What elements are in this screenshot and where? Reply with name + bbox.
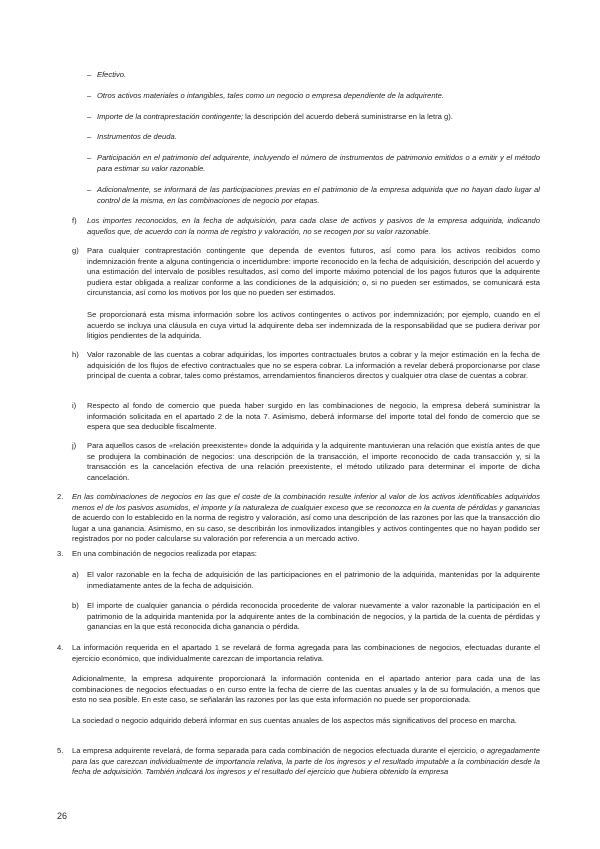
dash-item-contraprestacion-italic: Importe de la contraprestación contingente; bbox=[97, 112, 244, 121]
dash-item-efectivo: Efectivo. bbox=[97, 70, 127, 79]
item-h-marker: h) bbox=[72, 350, 79, 359]
dash-item-contraprestacion-normal: la descripción del acuerdo deberá suministrarse en la letra g). bbox=[243, 112, 453, 121]
dash-marker: – bbox=[87, 132, 92, 141]
page-number: 26 bbox=[57, 811, 68, 821]
item-4-text: La información requerida en el apartado 1 se revelará de forma agregada para las combinaciones de negocios, efectuadas durante el ejercicio económico, que individualmente carezcan de importancia relativa. bbox=[72, 643, 540, 663]
dash-marker: – bbox=[87, 185, 92, 194]
item-2-italic: En las combinaciones de negocios en las que el coste de la combinación resulte inferior al valor de los activos identificables adquiridos menos el de los pasivos asumidos, el importe y la naturaleza de cualquier exceso que se reconozca en la cuenta de pérdidas y ganancias bbox=[72, 492, 540, 512]
item-5-italic: o agregadamente para las que carezcan individualmente de importancia relativa, la parte de los ingresos y el resultado imputable a la combinación desde la fecha de adquisición. También indicará los ingresos y el resultado del ejercicio que hubiera obtenido la empresa bbox=[72, 746, 540, 776]
item-4-marker: 4. bbox=[57, 643, 64, 652]
dash-marker: – bbox=[87, 112, 92, 121]
dash-item-adicionalmente: Adicionalmente, se informará de las participaciones previas en el patrimonio de la empresa adquirida que no hayan dado lugar al control de la misma, en las combinaciones de negocio por etapas. bbox=[97, 185, 540, 205]
item-g-text-2: Se proporcionará esta misma información sobre los activos contingentes o activos por indemnización; por ejemplo, cuando en el acuerdo se incluya una cláusula en cuya virtud la adquirente deba ser indemnizada de la responsabilidad que se pudiera derivar por litigios pendientes de la adquirida. bbox=[87, 310, 540, 340]
item-g-marker: g) bbox=[72, 246, 79, 255]
item-5-text bbox=[72, 746, 540, 778]
item-3b-text: El importe de cualquier ganancia o pérdida reconocida procedente de valorar nuevamente a valor razonable la participación en el patrimonio de la adquirida mantenida por la adquirente antes de la combinación de negocios, y la partida de la cuenta de pérdidas y ganancias en la que está reconocida dicha ganancia o pérdida. bbox=[87, 601, 540, 631]
item-5-marker: 5. bbox=[57, 746, 64, 755]
item-i-marker: i) bbox=[72, 401, 77, 410]
item-g-text: Para cualquier contraprestación contingente que dependa de eventos futuros, así como para los activos recibidos como indemnización frente a alguna contingencia o incertidumbre: importe reconocido en la fecha de adquisición, descripción del acuerdo y una estimación del intervalo de posibles resultados, así como del importe máximo potencial de los pagos futuros que la adquirente pudiera estar obligada a realizar conforme a las condiciones de la adquisición; o, si no pueden ser estimados, se comunicará esta circunstancia, así como los motivos por los que no pueden ser estimados. bbox=[87, 246, 540, 297]
item-4-text-2: Adicionalmente, la empresa adquirente proporcionará la información contenida en el apartado anterior para cada una de las combinaciones de negocios efectuadas o en curso entre la fecha de cierre de las cuentas anuales y la de su formulación, a menos que esto no sea posible. En este caso, se señalarán las razones por las que esta información no puede ser proporcionada. bbox=[72, 674, 540, 704]
item-3a-text: El valor razonable en la fecha de adquisición de las participaciones en el patrimonio de la adquirida, mantenidas por la adquirente inmediatamente antes de la fecha de adquisición. bbox=[87, 570, 540, 590]
item-i-text: Respecto al fondo de comercio que pueda haber surgido en las combinaciones de negocio, la empresa deberá suministrar la información solicitada en el apartado 2 de la nota 7. Asimismo, deberá informarse del importe total del fondo de comercio que se espera que sea deducible fiscalmente. bbox=[87, 401, 540, 431]
item-3-text: En una combinación de negocios realizada por etapas: bbox=[72, 549, 257, 558]
item-3a-marker: a) bbox=[72, 570, 79, 579]
item-f-marker: f) bbox=[72, 216, 77, 225]
item-4-text-3: La sociedad o negocio adquirido deberá informar en sus cuentas anuales de los aspectos más significativos del proceso en marcha. bbox=[72, 716, 517, 725]
dash-item-otros-activos: Otros activos materiales o intangibles, tales como un negocio o empresa dependiente de la adquirente. bbox=[97, 91, 444, 100]
dash-item-contraprestacion bbox=[97, 112, 537, 123]
item-3-marker: 3. bbox=[57, 549, 64, 558]
dash-marker: – bbox=[87, 70, 92, 79]
item-j-marker: j) bbox=[72, 441, 77, 450]
dash-marker: – bbox=[87, 91, 92, 100]
item-h-text: Valor razonable de las cuentas a cobrar adquiridas, los importes contractuales brutos a cobrar y la mejor estimación en la fecha de adquisición de los flujos de efectivo contractuales que no se espera cobrar. La información a revelar deberá proporcionarse por clase principal de cuenta a cobrar, tales como préstamos, arrendamientos financieros directos y cualquier otra clase de cuentas a cobrar. bbox=[87, 350, 540, 380]
item-f-text: Los importes reconocidos, en la fecha de adquisición, para cada clase de activos y pasivos de la empresa adquirida, indicando aquellos que, de acuerdo con la norma de registro y valoración, no se recogen por su valor razonable. bbox=[87, 216, 540, 236]
item-2-text bbox=[72, 492, 540, 545]
item-5-normal: La empresa adquirente revelará, de forma separada para cada combinación de negocios efectuada durante el ejercicio, bbox=[72, 746, 481, 755]
item-2-normal: de acuerdo con lo establecido en la norma de registro y valoración, así como una descripción de las razones por las que la transacción dio lugar a una ganancia. Asimismo, en su caso, se describirán los inmovilizados intangibles y activos contingentes que no hayan podido ser registrados por no poder calcularse su valoración por referencia a un mercado activo. bbox=[72, 513, 540, 543]
item-3b-marker: b) bbox=[72, 601, 79, 610]
dash-item-participacion: Participación en el patrimonio del adquirente, incluyendo el número de instrumentos de patrimonio emitidos o a emitir y el método para estimar su valor razonable. bbox=[97, 153, 540, 173]
item-j-text: Para aquellos casos de «relación preexistente» donde la adquirida y la adquirente mantuvieran una relación que existía antes de que se produjera la combinación de negocios: una descripción de la transacción, el importe reconocido de cada transacción y, si la transacción es la cancelación efectiva de una relación preexistente, el método utilizado para determinar el importe de dicha cancelación. bbox=[87, 441, 540, 482]
item-2-marker: 2. bbox=[57, 492, 64, 501]
dash-marker: – bbox=[87, 153, 92, 162]
dash-item-instrumentos-deuda: Instrumentos de deuda. bbox=[97, 132, 177, 141]
